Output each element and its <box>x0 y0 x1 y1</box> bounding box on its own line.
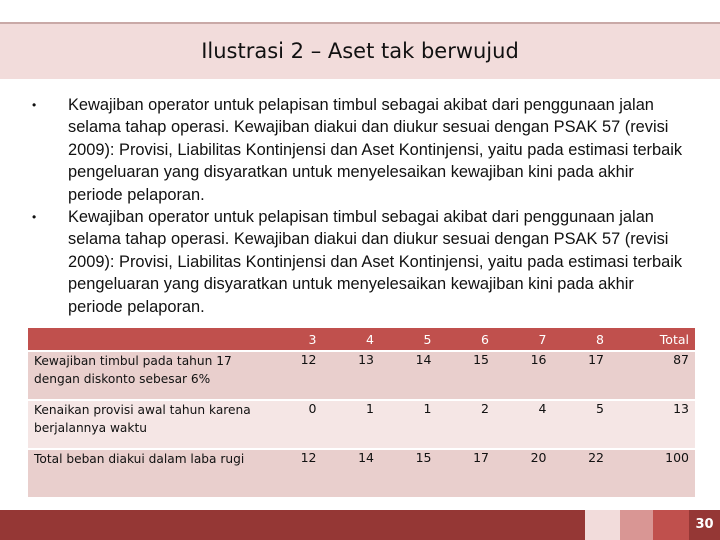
table-row <box>28 449 695 497</box>
table-cell-total: 100 <box>610 449 695 497</box>
bullet-dot-icon: • <box>32 98 37 112</box>
table-cell: 17 <box>438 449 496 497</box>
table-cell: 14 <box>380 351 438 400</box>
table-cell: 12 <box>265 449 323 497</box>
table-cell: 17 <box>553 351 611 400</box>
bullet-text: Kewajiban operator untuk pelapisan timbul sebagai akibat dari penggunaan jalan selama tahap operasi. Kewajiban diakui dan diukur sesuai dengan PSAK 57 (revisi 2009): Provisi, Liabilitas Kontinjensi dan Aset Kontinjensi, yaitu pada estimasi terbaik pengeluaran yang disyaratkan untuk menyelesaikan kewajiban kini pada akhir periode pelaporan. <box>68 96 683 204</box>
table-cell: 2 <box>438 400 496 449</box>
table-cell: 22 <box>553 449 611 497</box>
table-cell: 5 <box>553 400 611 449</box>
row-label: Total beban diakui dalam laba rugi <box>28 449 265 497</box>
footer-accent-block <box>620 510 653 540</box>
title-band <box>0 22 720 79</box>
header-year-4: 4 <box>323 328 381 351</box>
footer-accent-block <box>653 510 689 540</box>
row-label: Kewajiban timbul pada tahun 17 dengan diskonto sebesar 6% <box>28 351 265 400</box>
table-cell: 20 <box>495 449 553 497</box>
header-year-7: 7 <box>495 328 553 351</box>
table-cell: 16 <box>495 351 553 400</box>
bullet-text: Kewajiban operator untuk pelapisan timbul sebagai akibat dari penggunaan jalan selama tahap operasi. Kewajiban diakui dan diukur sesuai dengan PSAK 57 (revisi 2009): Provisi, Liabilitas Kontinjensi dan Aset Kontinjensi, yaitu pada estimasi terbaik pengeluaran yang disyaratkan untuk menyelesaikan kewajiban kini pada akhir periode pelaporan. <box>68 208 683 316</box>
bullet-dot-icon: • <box>32 210 37 225</box>
table-header-row <box>28 328 695 351</box>
table-cell-total: 87 <box>610 351 695 400</box>
footer-bar <box>0 510 720 540</box>
table-cell: 15 <box>438 351 496 400</box>
provision-table <box>28 328 695 497</box>
header-total: Total <box>610 328 695 351</box>
table-cell: 1 <box>323 400 381 449</box>
header-year-5: 5 <box>380 328 438 351</box>
table-row <box>28 400 695 449</box>
table-cell: 12 <box>265 351 323 400</box>
header-year-3: 3 <box>265 328 323 351</box>
page-number: 30 <box>695 517 714 532</box>
bullet-item <box>30 94 690 206</box>
header-year-6: 6 <box>438 328 496 351</box>
slide-title: Ilustrasi 2 – Aset tak berwujud <box>201 39 519 63</box>
table-cell-total: 13 <box>610 400 695 449</box>
row-label: Kenaikan provisi awal tahun karena berjalannya waktu <box>28 400 265 449</box>
table-cell: 1 <box>380 400 438 449</box>
table-cell: 13 <box>323 351 381 400</box>
header-blank-cell <box>28 328 265 351</box>
table-cell: 15 <box>380 449 438 497</box>
header-year-8: 8 <box>553 328 611 351</box>
bullet-item <box>30 206 690 318</box>
table-cell: 0 <box>265 400 323 449</box>
top-strip <box>0 0 720 22</box>
footer-accent-block <box>585 510 620 540</box>
table-row <box>28 351 695 400</box>
bullet-list <box>30 94 690 318</box>
table-cell: 4 <box>495 400 553 449</box>
table-cell: 14 <box>323 449 381 497</box>
